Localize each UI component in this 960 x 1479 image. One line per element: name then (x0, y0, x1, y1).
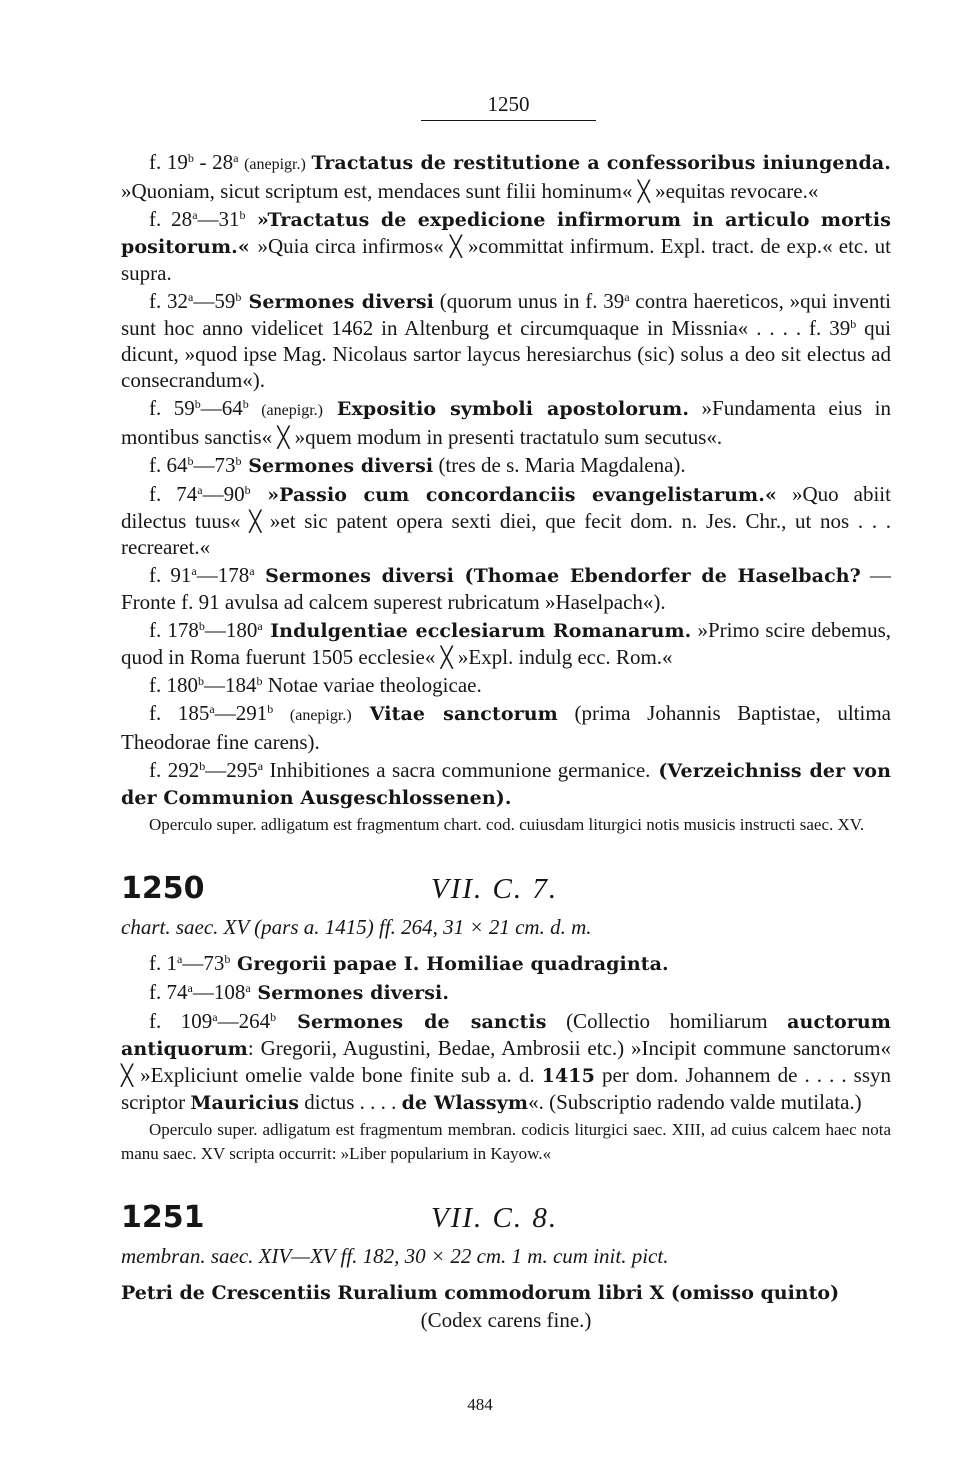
codex-note: (Codex carens fine.) (420, 1308, 592, 1332)
shelfmark: VII. C. 7. (431, 873, 559, 905)
content-entry: f. 74$^a$—90$^b$ »Passio cum concordanciis evangelistarum.« »Quo abiit dilectus tuus« ╳ »et sic patent opera sexti diei, que fecit dom. n. Jes. Chr., ut nos . . . recrearet.« (121, 482, 892, 559)
content-entry: f. 91$^a$—178$^a$ Sermones diversi (Thomae Ebendorfer de Haselbach? — Fronte f. 91 avulsa ad calcem superest rubricatum »Haselpach«). (121, 563, 891, 614)
content-entry: f. 1$^a$—73$^b$ Gregorii papae I. Homiliae quadraginta. (149, 951, 669, 975)
content-entry: f. 178$^b$—180$^a$ Indulgentiae ecclesiarum Romanarum. »Primo scire debemus, quod in Roma fuerunt 1505 ecclesie« ╳ »Expl. indulg ecc. Rom.« (121, 618, 892, 669)
codex-1250-heading (121, 871, 891, 906)
codex-1251-heading (121, 1200, 891, 1235)
codex-1249-contents (121, 149, 891, 837)
codex-description: chart. saec. XV (pars a. 1415) ff. 264, 31 × 21 cm. d. m. (121, 915, 592, 939)
content-entry: f. 109$^a$—264$^b$ Sermones de sanctis (Collectio homiliarum auctorum antiquorum: Gregorii, Augustini, Bedae, Ambrosii etc.) »Incipit commune sanctorum« ╳ »Expliciunt omelie valde bone finite sub a. d. 1415 per dom. Johannem de . . . . ssyn scriptor Mauricius dictus . . . . de Wlassym«. (Subscriptio radendo valde mutilata.) (121, 1009, 891, 1114)
content-entry: f. 32$^a$—59$^b$ Sermones diversi (quorum unus in f. 39$^a$ contra haereticos, »qui inventi sunt hoc anno videlicet 1462 in Altenburg et circumquaque in Missnia« . . . . f. 39$^b$ qui dicunt, »quod ipse Mag. Nicolaus sartor laycus heresiarchus (sic) solus a deo sit electus ad consecrandum«). (121, 289, 891, 392)
content-entry: f. 292$^b$—295$^a$ Inhibitiones a sacra communione germanice. (Verzeichniss der von der Communion Ausgeschlossenen). (121, 758, 891, 809)
content-entry: f. 59$^b$—64$^b$ (anepigr.) Expositio symboli apostolorum. »Fundamenta eius in montibus sanctis« ╳ »quem modum in presenti tractatulo sum secutus«. (121, 396, 891, 449)
content-entry: f. 19$^b$ - 28$^a$ (anepigr.) Tractatus de restitutione a confessoribus iniungenda. »Quoniam, sicut scriptum est, mendaces sunt filii hominum« ╳ »equitas revocare.« (121, 150, 892, 203)
codex-title: Petri de Crescentiis Ruralium commodorum libri X (omisso quinto) (121, 1282, 840, 1304)
running-head: 1250 (421, 92, 596, 121)
page-number: 484 (467, 1395, 493, 1414)
content-entry: f. 185$^a$—291$^b$ (anepigr.) Vitae sanctorum (prima Johannis Baptistae, ultima Theodorae fine carens). (121, 701, 892, 754)
content-entry: f. 28$^a$—31$^b$ »Tractatus de expedicione infirmorum in articulo mortis positorum.« »Quia circa infirmos« ╳ »committat infirmum. Expl. tract. de exp.« etc. ut supra. (121, 207, 891, 285)
page-body (121, 92, 891, 1333)
binding-note: Operculo super. adligatum est fragmentum chart. cod. cuiusdam liturgici notis musicis instructi saec. XV. (149, 815, 865, 834)
content-entry: f. 180$^b$—184$^b$ Notae variae theologicae. (149, 673, 482, 697)
binding-note: Operculo super. adligatum est fragmentum membran. codicis liturgici saec. XIII, ad cuius calcem haec nota manu saec. XV scripta occurrit: »Liber popularium in Kayow.« (121, 1120, 891, 1163)
shelfmark: VII. C. 8. (431, 1202, 559, 1234)
content-entry: f. 74$^a$—108$^a$ Sermones diversi. (149, 980, 450, 1004)
content-entry: f. 64$^b$—73$^b$ Sermones diversi (tres de s. Maria Magdalena). (149, 453, 686, 477)
codex-number: 1251 (121, 1200, 205, 1235)
codex-number: 1250 (121, 871, 205, 906)
codex-description: membran. saec. XIV—XV ff. 182, 30 × 22 cm. 1 m. cum init. pict. (121, 1244, 669, 1268)
